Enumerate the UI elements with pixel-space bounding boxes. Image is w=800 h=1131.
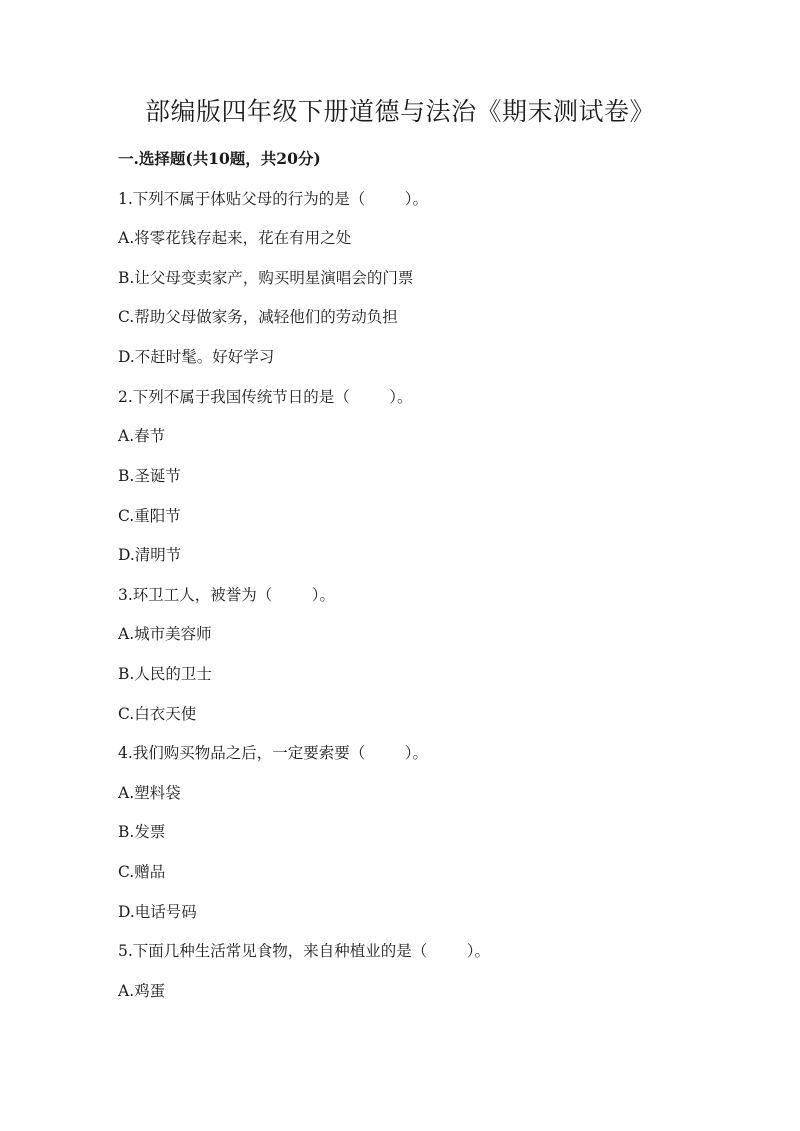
question-3-option-a: A.城市美容师 [118,625,212,643]
question-4-stem: 4.我们购买物品之后，一定要索要（ ）。 [118,744,428,762]
question-5-stem: 5.下面几种生活常见食物，来自种植业的是（ ）。 [118,942,490,960]
question-4-option-b: B.发票 [118,823,166,841]
question-4-option-a: A.塑料袋 [118,784,181,802]
question-1-option-d: D.不赶时髦。好好学习 [118,348,275,366]
question-2-option-d: D.清明节 [118,546,182,564]
question-3-stem: 3.环卫工人，被誉为（ ）。 [118,586,335,604]
question-2-option-b: B.圣诞节 [118,467,181,485]
question-2-stem: 2.下列不属于我国传统节日的是（ ）。 [118,388,413,406]
question-1-option-a: A.将零花钱存起来，花在有用之处 [118,229,352,247]
question-2-option-c: C.重阳节 [118,507,181,525]
question-5-option-a: A.鸡蛋 [118,982,166,1000]
question-4-option-c: C.赠品 [118,863,166,881]
question-1-stem: 1.下列不属于体贴父母的行为的是（ ）。 [118,190,428,208]
section-heading: 一.选择题(共10题，共20分) [118,149,321,168]
question-1-option-b: B.让父母变卖家产，购买明星演唱会的门票 [118,269,414,287]
question-3-option-c: C.白衣天使 [118,705,197,723]
question-3-option-b: B.人民的卫士 [118,665,212,683]
exam-title: 部编版四年级下册道德与法治《期末测试卷》 [144,97,655,126]
question-2-option-a: A.春节 [118,427,166,445]
question-1-option-c: C.帮助父母做家务，减轻他们的劳动负担 [118,308,398,326]
question-4-option-d: D.电话号码 [118,903,197,921]
